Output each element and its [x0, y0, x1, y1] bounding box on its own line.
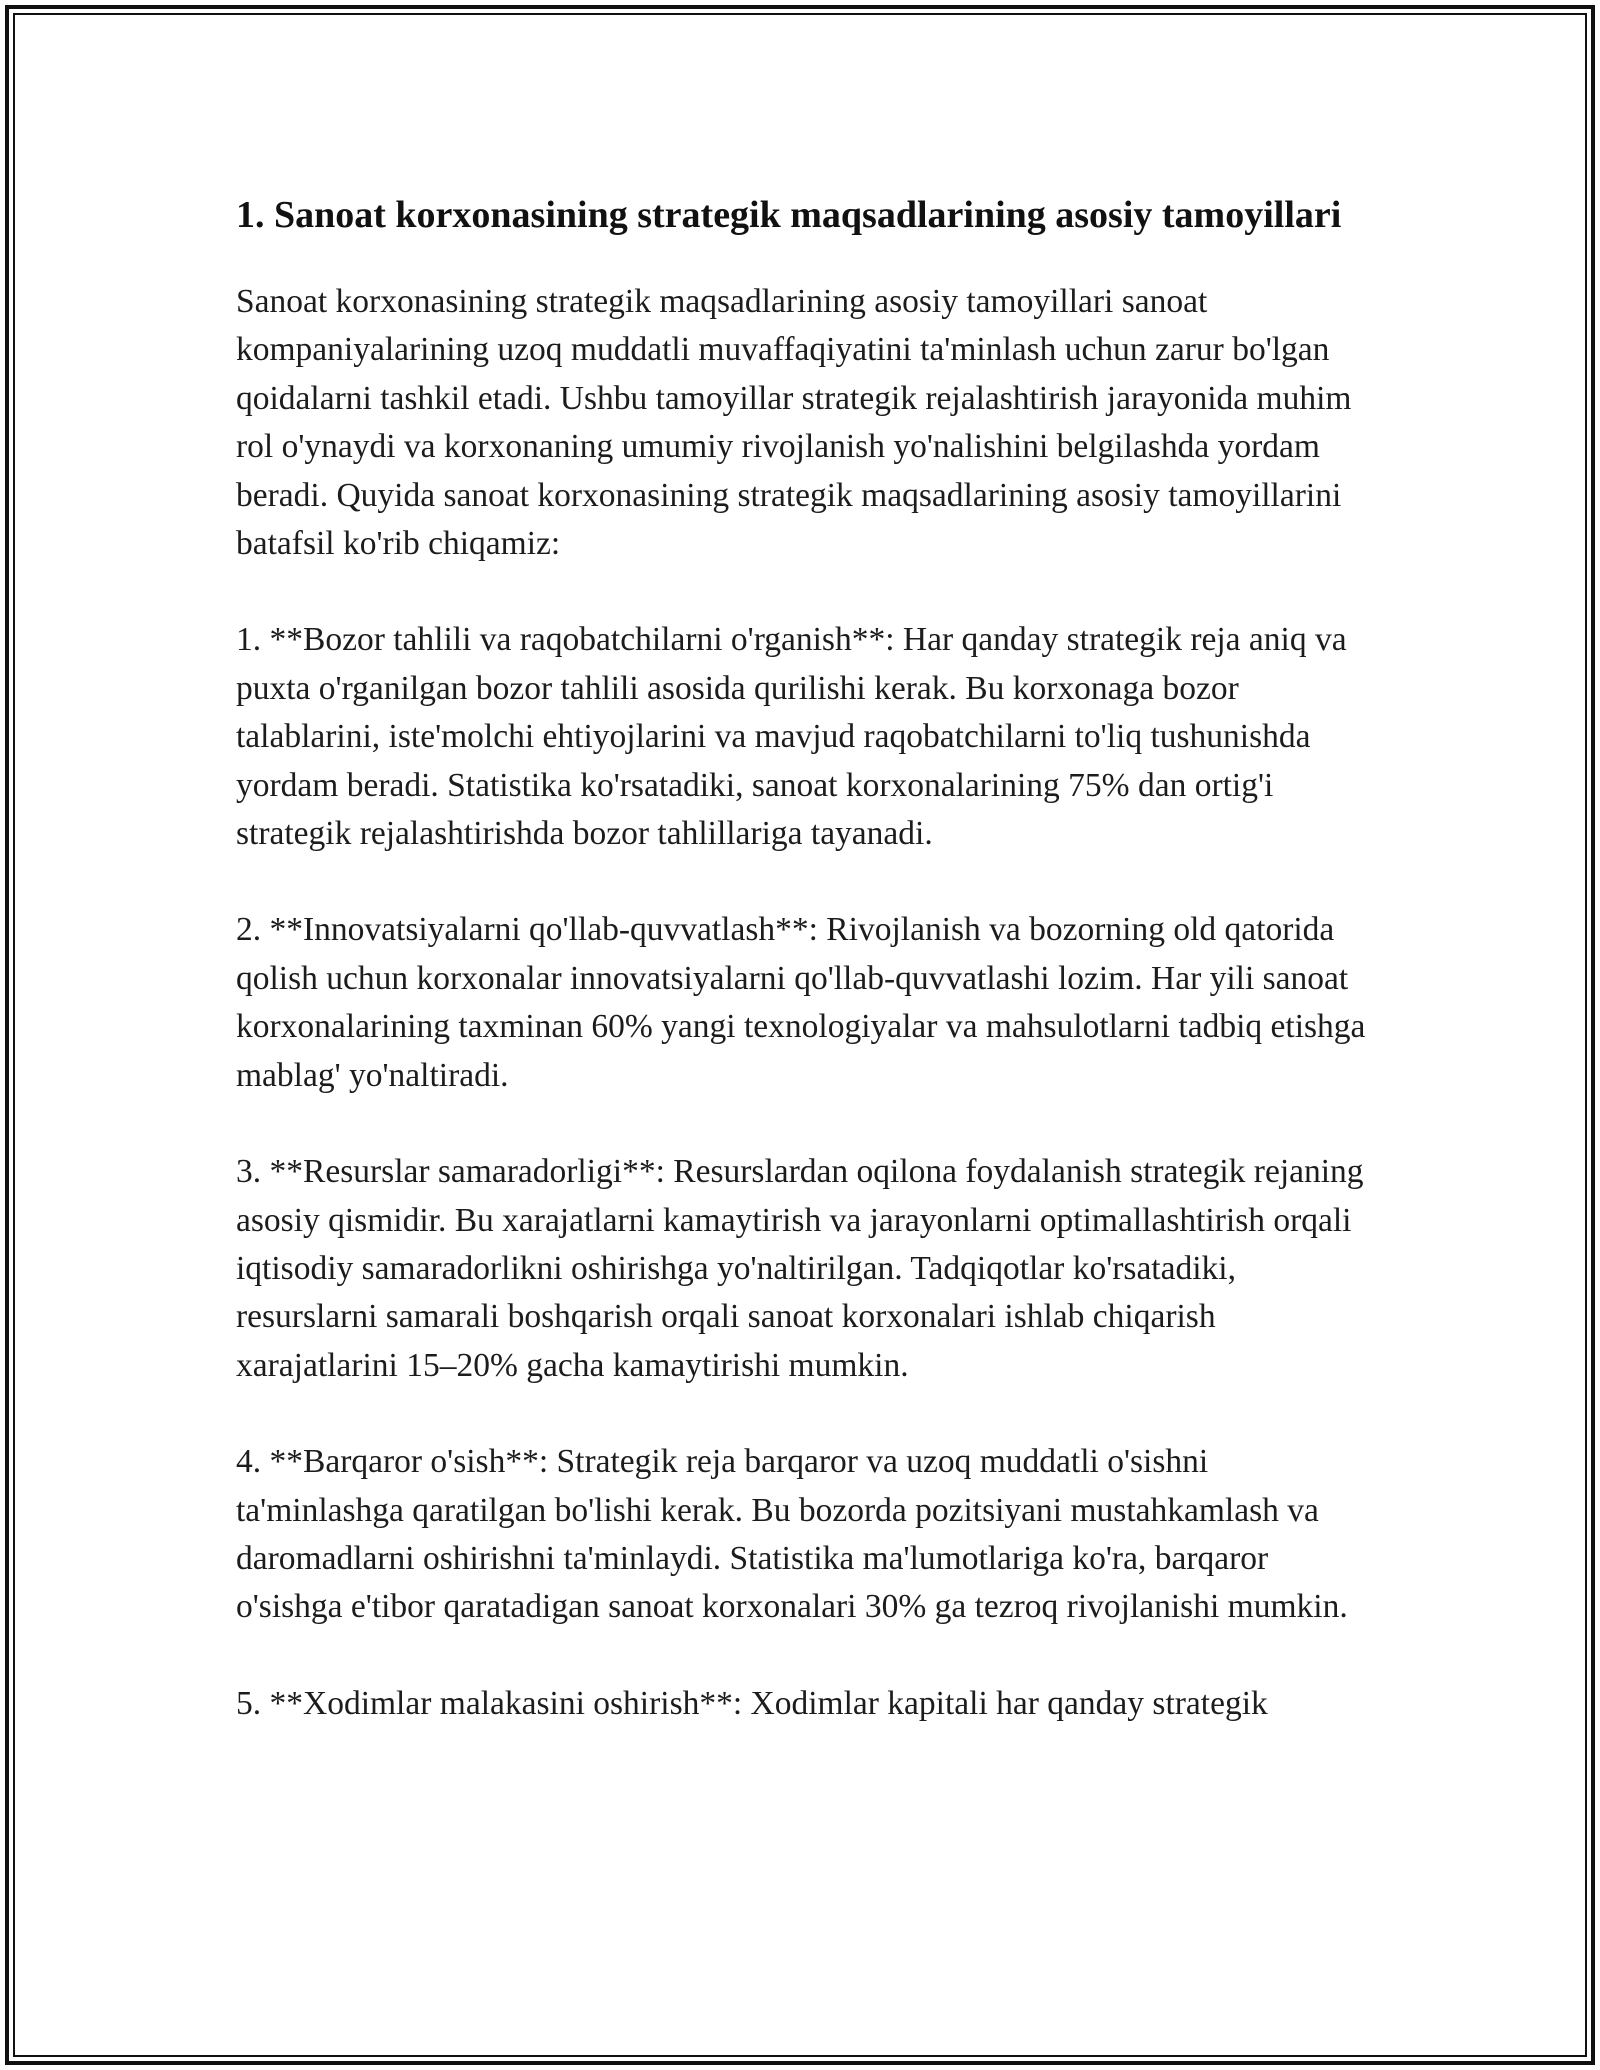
principle-item-2: 2. **Innovatsiyalarni qo'llab-quvvatlash**: Rivojlanish va bozorning old qatorida qolish uchun korxonalar innovatsiyalarni qo'llab-quvvatlashi lozim. Har yili sanoat korxonalarining taxminan 60% yangi texnologiyalar va mahsulotlarni tadbiq etishga mablag' yo'naltiradi. — [236, 911, 1366, 1094]
principle-item-3: 3. **Resurslar samaradorligi**: Resurslardan oqilona foydalanish strategik rejaning asosiy qismidir. Bu xarajatlarni kamaytirish va jarayonlarni optimallashtirish orqali iqtisodiy samaradorlikni oshirishga yo'naltirilgan. Tadqiqotlar ko'rsatadiki, resurslarni samarali boshqarish orqali sanoat korxonalari ishlab chiqarish xarajatlarini 15–20% gacha kamaytirishi mumkin. — [236, 1153, 1364, 1384]
intro-paragraph: Sanoat korxonasining strategik maqsadlarining asosiy tamoyillari sanoat kompaniyalarining uzoq muddatli muvaffaqiyatini ta'minlash uchun zarur bo'lgan qoidalarni tashkil etadi. Ushbu tamoyillar strategik rejalashtirish jarayonida muhim rol o'ynaydi va korxonaning umumiy rivojlanish yo'nalishini belgilashda yordam beradi. Quyida sanoat korxonasining strategik maqsadlarining asosiy tamoyillarini batafsil ko'rib chiqamiz: — [236, 283, 1352, 563]
principle-item-4: 4. **Barqaror o'sish**: Strategik reja barqaror va uzoq muddatli o'sishni ta'minlashga qaratilgan bo'lishi kerak. Bu bozorda pozitsiyani mustahkamlash va daromadlarni oshirishni ta'minlaydi. Statistika ma'lumotlariga ko'ra, barqaror o'sishga e'tibor qaratadigan sanoat korxonalari 30% ga tezroq rivojlanishi mumkin. — [236, 1443, 1348, 1626]
principle-item-1: 1. **Bozor tahlili va raqobatchilarni o'rganish**: Har qanday strategik reja aniq va puxta o'rganilgan bozor tahlili asosida qurilishi kerak. Bu korxonaga bozor talablarini, iste'molchi ehtiyojlarini va mavjud raqobatchilarni to'liq tushunishda yordam beradi. Statistika ko'rsatadiki, sanoat korxonalarining 75% dan ortig'i strategik rejalashtirishda bozor tahlillariga tayanadi. — [236, 621, 1347, 853]
principle-item-5: 5. **Xodimlar malakasini oshirish**: Xodimlar kapitali har qanday strategik — [236, 1684, 1268, 1722]
section-heading: 1. Sanoat korxonasining strategik maqsadlarining asosiy tamoyillari — [236, 194, 1342, 236]
document-body — [236, 188, 1376, 1776]
